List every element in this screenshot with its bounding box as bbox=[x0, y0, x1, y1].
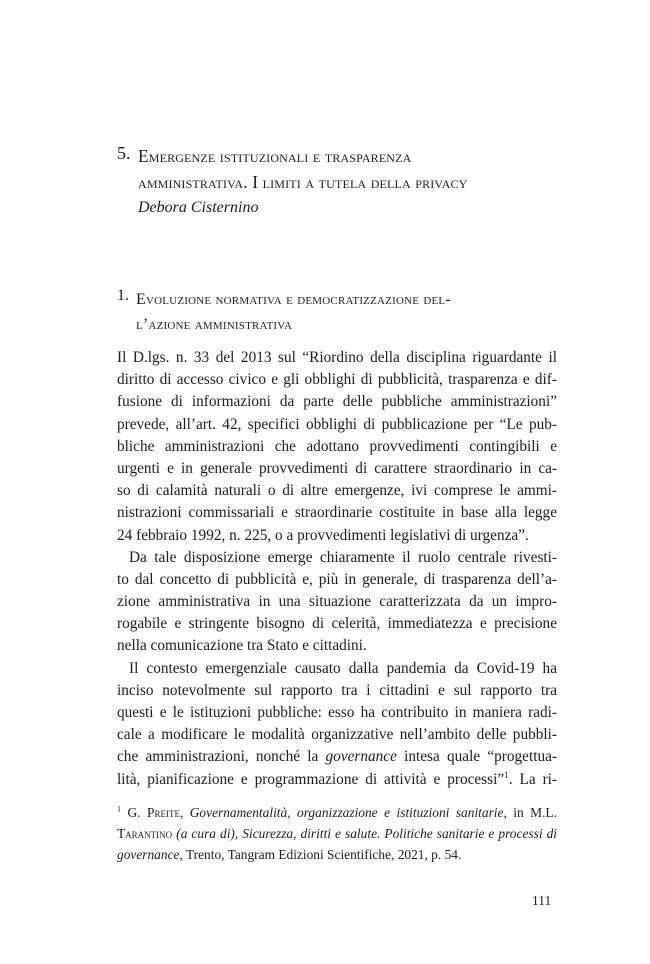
text-fragment: intesa quale “progettua- bbox=[396, 748, 557, 766]
text-line: inciso notevolmente sul rapporto tra i cittadini e sul rapporto tra bbox=[117, 681, 557, 699]
footnote-line bbox=[117, 823, 557, 844]
text-line: fusione di informazioni da parte delle pubbliche amministrazioni” bbox=[117, 393, 557, 411]
footnote-text: , in M.L. bbox=[503, 805, 557, 820]
text-line: so di calamità naturali o di altre emergenze, ivi comprese le ammi- bbox=[117, 482, 557, 500]
chapter-title-line: amministrativa. I limiti a tutela della privacy bbox=[138, 172, 468, 192]
footnote-reference[interactable]: 1 bbox=[504, 769, 509, 780]
text-line: urgenti e in generale provvedimenti di carattere straordinario in ca- bbox=[117, 459, 557, 477]
text-line: to dal concetto di pubblicità e, più in generale, di trasparenza dell’a- bbox=[117, 570, 557, 588]
text-fragment: che amministrazioni, nonché la bbox=[117, 748, 326, 766]
text-line: 24 febbraio 1992, n. 225, o a provvedimenti legislativi di urgenza”. bbox=[117, 526, 529, 544]
page-number: 111 bbox=[532, 893, 552, 908]
text-line: nistrazioni commissariali e straordinarie costituite in base alla legge bbox=[117, 504, 557, 522]
footnote-author: Tarantino bbox=[117, 826, 173, 841]
text-line: Il D.lgs. n. 33 del 2013 sul “Riordino della disciplina riguardante il bbox=[117, 349, 557, 366]
governance-italic: governance bbox=[325, 748, 397, 766]
text-line: questi e le istituzioni pubbliche: esso ha contribuito in maniera radi- bbox=[117, 704, 557, 721]
footnote-marker: 1 bbox=[117, 804, 122, 814]
section-title-line: l’azione amministrativa bbox=[136, 316, 293, 333]
text-fragment: lità, pianificazione e programmazione di attività e processi” bbox=[117, 770, 505, 788]
chapter-title-line: Emergenze istituzionali e trasparenza bbox=[138, 146, 412, 166]
chapter-title bbox=[138, 143, 557, 195]
chapter-heading bbox=[117, 143, 557, 217]
section-number: 1. bbox=[117, 287, 129, 304]
footnote-editor: (a cura di) bbox=[176, 826, 235, 841]
footnote-title: Governamentalità, organizzazione e istituzioni sanitarie bbox=[189, 805, 504, 820]
footnote-title: governance, bbox=[117, 847, 183, 862]
section-title-line: Evoluzione normativa e democratizzazione del- bbox=[136, 291, 451, 308]
footnote bbox=[117, 802, 557, 865]
body-text bbox=[117, 347, 557, 791]
section-heading bbox=[117, 287, 557, 337]
footnote-text: , bbox=[234, 826, 243, 841]
text-line bbox=[117, 769, 557, 791]
footnote-line bbox=[117, 844, 557, 865]
text-line: bliche amministrazioni che adottano provvedimenti contingibili e bbox=[117, 437, 557, 455]
text-line: nella comunicazione tra Stato e cittadini. bbox=[117, 637, 367, 655]
footnote-title: Sicurezza, diritti e salute. Politiche sanitarie e processi di bbox=[242, 826, 557, 841]
text-fragment: . La ri- bbox=[508, 770, 558, 788]
footnote-author: G. Preite bbox=[127, 805, 180, 820]
text-line: prevede, all’art. 42, specifici obblighi di pubblicazione per “Le pub- bbox=[117, 415, 557, 433]
section-title bbox=[136, 287, 557, 337]
chapter-author: Debora Cisternino bbox=[138, 199, 259, 216]
text-line: Da tale disposizione emerge chiaramente il ruolo centrale rivesti- bbox=[129, 548, 557, 566]
text-line: cale a modificare le modalità organizzative nell’ambito delle pubbli- bbox=[117, 726, 557, 744]
text-line bbox=[117, 746, 557, 768]
footnote-text: Trento, Tangram Edizioni Scientifiche, 2021, p. 54. bbox=[182, 847, 462, 862]
text-line: Il contesto emergenziale causato dalla pandemia da Covid-19 ha bbox=[129, 659, 557, 677]
text-line: zione amministrativa in una situazione caratterizzata da un impro- bbox=[117, 593, 557, 611]
text-line: rogabile e stringente bisogno di celerità, immediatezza e precisione bbox=[117, 615, 557, 633]
footnote-line: $^1$ G. Preite, Governamentalità, organizzazione e istituzioni sanitarie, in M.L. bbox=[117, 804, 557, 820]
chapter-number: 5. bbox=[117, 143, 131, 163]
text-line: diritto di accesso civico e gli obblighi di pubblicità, trasparenza e dif- bbox=[117, 371, 557, 389]
